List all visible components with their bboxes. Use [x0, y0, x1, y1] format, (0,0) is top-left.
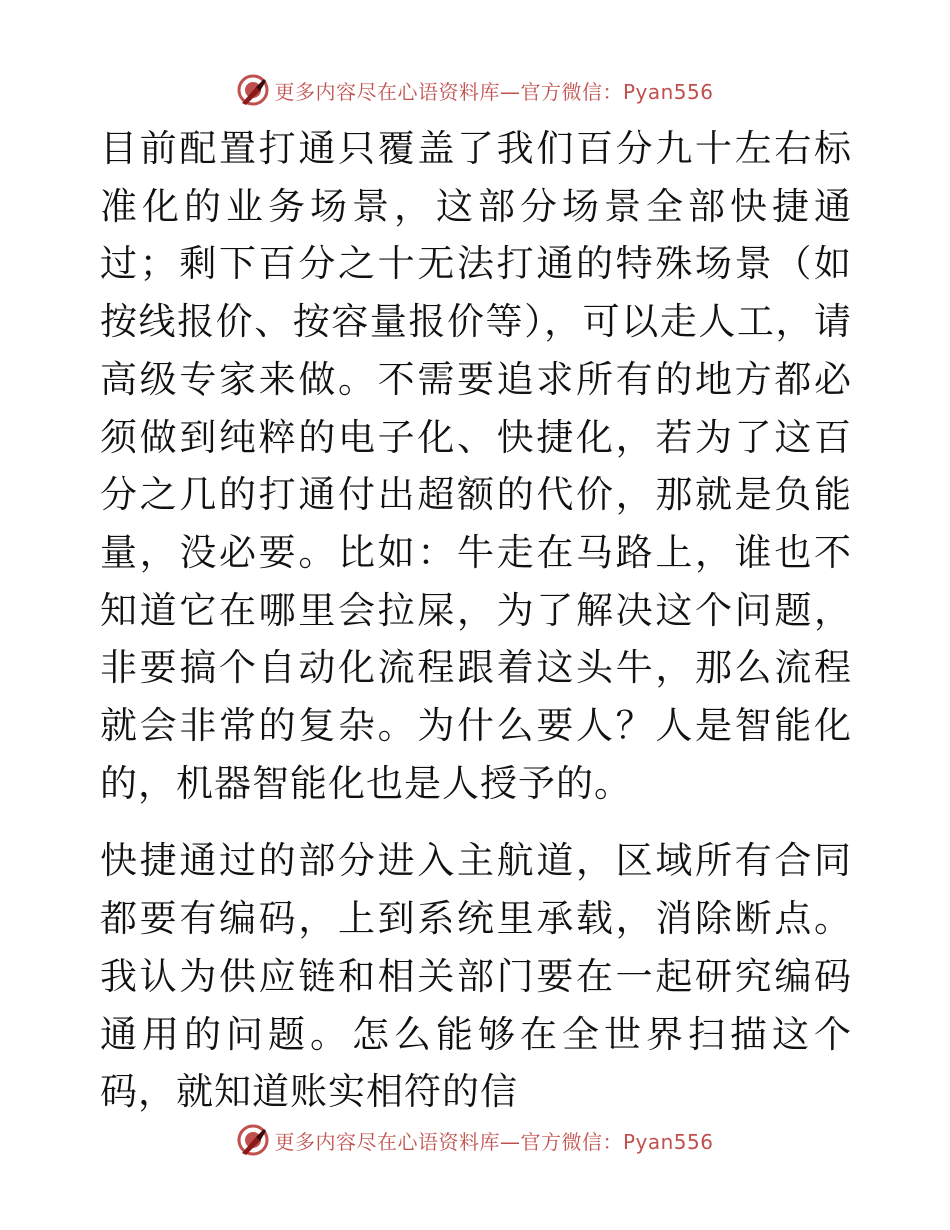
pen-logo-icon	[236, 1123, 270, 1157]
footer-banner	[0, 1120, 950, 1160]
banner-text: 更多内容尽在心语资料库—官方微信：Pyan556	[274, 1129, 714, 1154]
paragraph-2: 快捷通过的部分进入主航道，区域所有合同都要有编码，上到系统里承载，消除断点。我认为供应链和相关部门要在一起研究编码通用的问题。怎么能够在全世界扫描这个码，就知道账实相符的信	[100, 839, 852, 1114]
pen-logo-icon	[236, 73, 270, 107]
paragraph-1: 目前配置打通只覆盖了我们百分九十左右标准化的业务场景，这部分场景全部快捷通过；剩下百分之十无法打通的特殊场景（如按线报价、按容量报价等），可以走人工，请高级专家来做。不需要追求所有的地方都必须做到纯粹的电子化、快捷化，若为了这百分之几的打通付出超额的代价，那就是负能量，没必要。比如：牛走在马路上，谁也不知道它在哪里会拉屎，为了解决这个问题，非要搞个自动化流程跟着这头牛，那么流程就会非常的复杂。为什么要人？人是智能化的，机器智能化也是人授予的。	[100, 127, 852, 805]
document-body	[100, 120, 852, 1121]
header-banner	[0, 70, 950, 110]
banner-text: 更多内容尽在心语资料库—官方微信：Pyan556	[274, 79, 714, 104]
